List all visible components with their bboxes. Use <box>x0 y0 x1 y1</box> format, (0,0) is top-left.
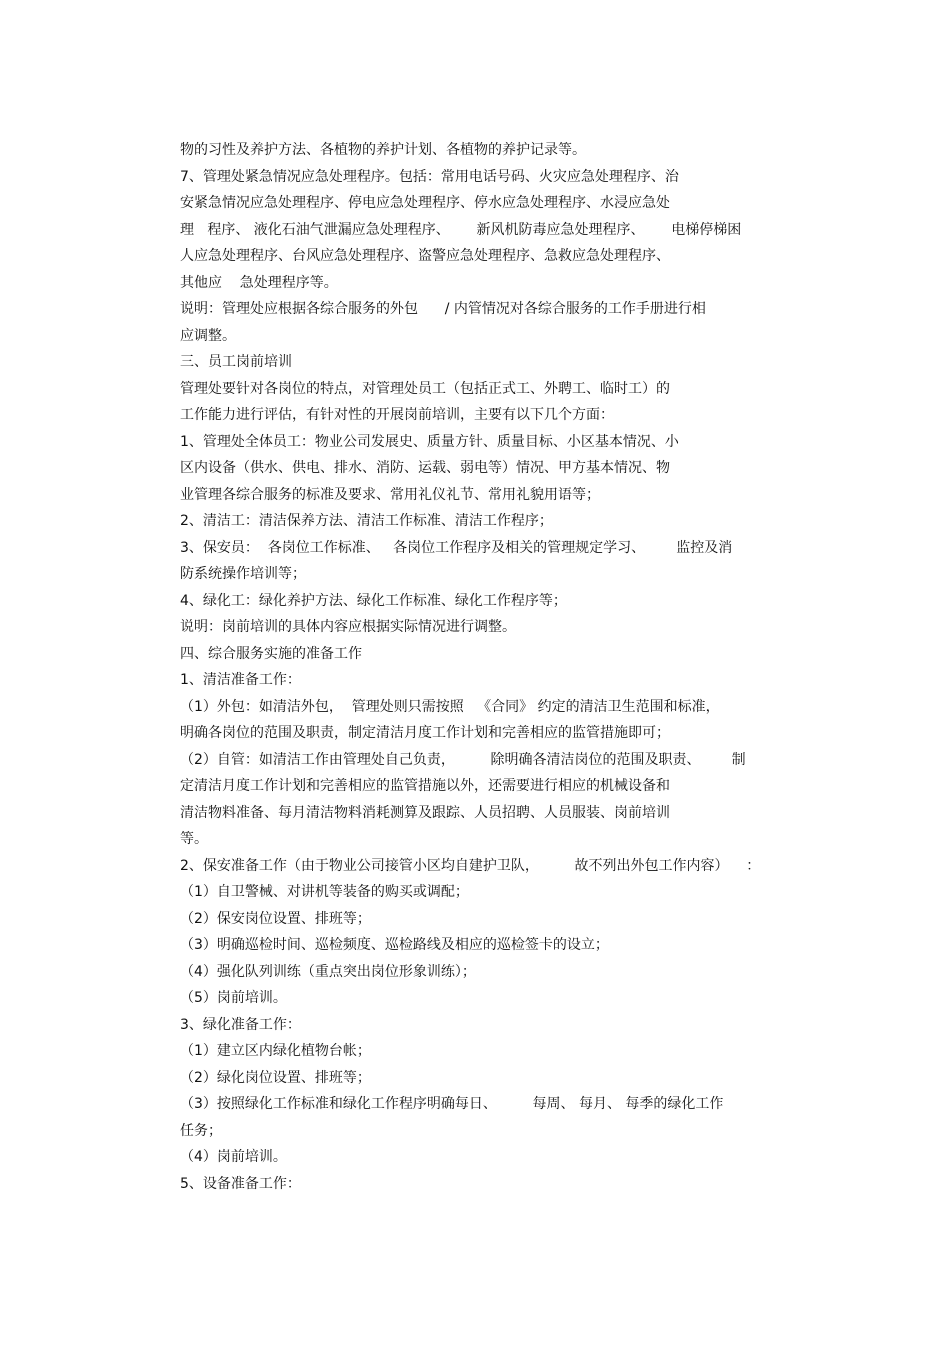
section-heading: 四、综合服务实施的准备工作 <box>180 645 362 662</box>
text-line: 任务； <box>180 1122 222 1139</box>
text-line: 防系统操作培训等； <box>180 566 306 582</box>
text-line: 4、绿化工：绿化养护方法、绿化工作标准、绿化工作程序等； <box>180 592 567 609</box>
text-line: （1）建立区内绿化植物台帐； <box>180 1043 371 1059</box>
text-line: 区内设备（供水、供电、排水、消防、运载、弱电等）情况、甲方基本情况、物 <box>180 460 670 476</box>
text-line: 定清洁月度工作计划和完善相应的监管措施以外，还需要进行相应的机械设备和 <box>180 778 670 794</box>
text-line: 等。 <box>180 831 208 847</box>
text-line: 安紧急情况应急处理程序、停电应急处理程序、停水应急处理程序、水浸应急处 <box>180 195 670 211</box>
document-text-body <box>180 137 780 1197</box>
text-line: 工作能力进行评估，有针对性的开展岗前培训，主要有以下几个方面： <box>180 407 614 423</box>
text-line: （2）绿化岗位设置、排班等； <box>180 1069 371 1086</box>
text-line: 1、管理处全体员工：物业公司发展史、质量方针、质量目标、小区基本情况、小 <box>180 433 679 450</box>
text-line: （5）岗前培训。 <box>180 990 287 1006</box>
text-line: 3、保安员： 各岗位工作标准、 各岗位工作程序及相关的管理规定学习、 监控及消 <box>180 539 733 556</box>
text-line: 人应急处理程序、台风应急处理程序、盗警应急处理程序、急救应急处理程序、 <box>180 248 670 264</box>
text-line: （1）自卫警械、对讲机等装备的购买或调配； <box>180 884 469 900</box>
text-line: 其他应 急处理程序等。 <box>180 274 338 291</box>
text-line: 7、管理处紧急情况应急处理程序。包括：常用电话号码、火灾应急处理程序、治 <box>180 168 679 185</box>
text-line: （4）强化队列训练（重点突出岗位形象训练）； <box>180 963 476 980</box>
text-line: （1）外包：如清洁外包， 管理处则只需按照 《合同》 约定的清洁卫生范围和标准， <box>180 698 720 715</box>
text-line: 1、清洁准备工作： <box>180 672 301 688</box>
text-line: 管理处要针对各岗位的特点，对管理处员工（包括正式工、外聘工、临时工）的 <box>180 380 670 397</box>
text-line: 说明：管理处应根据各综合服务的外包 / 内管情况对各综合服务的工作手册进行相 <box>180 301 706 317</box>
text-line: （4）岗前培训。 <box>180 1149 287 1165</box>
text-line: 物的习性及养护方法、各植物的养护计划、各植物的养护记录等。 <box>180 142 586 158</box>
text-line: （2）保安岗位设置、排班等； <box>180 910 371 927</box>
text-line: 明确各岗位的范围及职责，制定清洁月度工作计划和完善相应的监管措施即可； <box>180 725 670 741</box>
text-line: 业管理各综合服务的标准及要求、常用礼仪礼节、常用礼貌用语等； <box>180 486 600 503</box>
text-line: 2、清洁工：清洁保养方法、清洁工作标准、清洁工作程序； <box>180 513 553 529</box>
text-line: 说明：岗前培训的具体内容应根据实际情况进行调整。 <box>180 619 516 635</box>
text-line: （3）按照绿化工作标准和绿化工作程序明确每日、 每周、 每月、 每季的绿化工作 <box>180 1096 724 1112</box>
text-line: 应调整。 <box>180 327 236 344</box>
text-line: （2）自管：如清洁工作由管理处自己负责， 除明确各清洁岗位的范围及职责、 制 <box>180 751 746 768</box>
text-line: 3、绿化准备工作： <box>180 1016 301 1033</box>
section-heading: 三、员工岗前培训 <box>180 354 292 370</box>
text-line: （3）明确巡检时间、巡检频度、巡检路线及相应的巡检签卡的设立； <box>180 937 609 953</box>
text-line: 清洁物料准备、每月清洁物料消耗测算及跟踪、人员招聘、人员服装、岗前培训 <box>180 804 670 821</box>
text-line: 2、保安准备工作（由于物业公司接管小区均自建护卫队， 故不列出外包工作内容） ： <box>180 857 761 874</box>
text-line: 5、设备准备工作： <box>180 1175 301 1192</box>
text-line: 理 程序、 液化石油气泄漏应急处理程序、 新风机防毒应急处理程序、 电梯停梯困 <box>180 221 742 238</box>
